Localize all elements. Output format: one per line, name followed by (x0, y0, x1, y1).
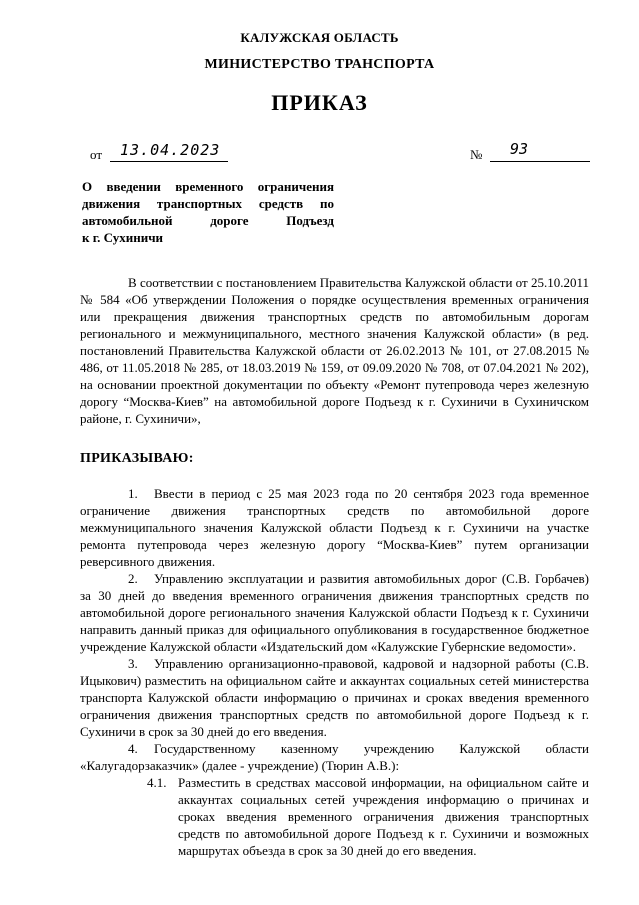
subject-block (82, 178, 334, 246)
subject-line: к г. Сухиничи (82, 230, 164, 245)
number-underline (490, 143, 590, 162)
item-number: 4. (128, 741, 138, 756)
region-heading: КАЛУЖСКАЯ ОБЛАСТЬ (240, 30, 399, 45)
handwritten-date: 13.04.2023 (120, 141, 221, 159)
item-text: Ввести в период с 25 мая 2023 года по 20 сентября 2023 года временное ограничение движения транспортных средств по автомобильной дороге межмуниципального значения Калужской области Подъезд к г. Сухиничи на участке ремонта путепровода через железную дорогу “Москва-Киев” путем организации реверсивного движения. (80, 486, 589, 569)
orders-heading: ПРИКАЗЫВАЮ: (80, 451, 194, 466)
item-number: 2. (128, 571, 138, 586)
order-subitem (147, 774, 589, 859)
number-label: № (470, 147, 483, 162)
item-text: Управлению организационно-правовой, кадровой и надзорной работы (С.В. Ицыкович) разместить на официальном сайте и аккаунтах социальных сетей министерства транспорта Калужской области информацию о причинах и сроках введения временного ограничения движения транспортных средств по автомобильной дороге Подъезд к г. Сухиничи в срок за 30 дней до его введения. (80, 656, 589, 739)
item-text: Государственному казенному учреждению Калужской области «Калугадорзаказчик» (далее - учреждение) (Тюрин А.В.): (80, 741, 589, 773)
subject-line: О введении временного ограничения (82, 179, 334, 194)
subject-line: движения транспортных средств по (82, 196, 334, 211)
order-items (80, 485, 589, 859)
item-number: 3. (128, 656, 138, 671)
item-number: 1. (128, 486, 138, 501)
order-item (80, 485, 589, 570)
order-item (80, 740, 589, 774)
subitem-number: 4.1. (147, 775, 167, 790)
order-item (80, 655, 589, 740)
date-label: от (90, 147, 103, 162)
order-item (80, 570, 589, 655)
ministry-heading: МИНИСТЕРСТВО ТРАНСПОРТА (204, 57, 435, 72)
preamble-paragraph: В соответствии с постановлением Правительства Калужской области от 25.10.2011 № 584 «Об утверждении Положения о порядке осуществления временных ограничения или прекращения движения транспортных средств по автомобильным дорогам регионального и межмуниципального, местного значения Калужской области» (в ред. постановлений Правительства Калужской области от 26.02.2013 № 101, от 27.08.2015 № 486, от 11.05.2018 № 285, от 18.03.2019 № 159, от 09.09.2020 № 708, от 07.04.2021 № 202), на основании проектной документации по объекту «Ремонт путепровода через железную дорогу “Москва-Киев” на автомобильной дороге Подъезд к г. Сухиничи в Сухиничском районе, г. Сухиничи», (80, 275, 589, 426)
subitem-text: Разместить в средствах массовой информации, на официальном сайте и аккаунтах социальных сетей учреждения информацию о причинах и сроках введения временного ограничения движения транспортных средств по автомобильной дороге Подъезд к г. Сухиничи и возможных маршрутах объезда в срок за 30 дней до его введения. (178, 775, 589, 858)
item-text: Управлению эксплуатации и развития автомобильных дорог (С.В. Горбачев) за 30 дней до введения временного ограничения движения транспортных средств по автомобильной дороге регионального значения Калужской области Подъезд к г. Сухиничи направить данный приказ для официального опубликования в государственное бюджетное учреждение Калужской области «Издательский дом «Калужские Губернские ведомости». (80, 571, 589, 654)
document-title: ПРИКАЗ (271, 90, 368, 115)
subject-line: автомобильной дороге Подъезд (82, 213, 334, 228)
handwritten-number: 93 (510, 140, 529, 158)
